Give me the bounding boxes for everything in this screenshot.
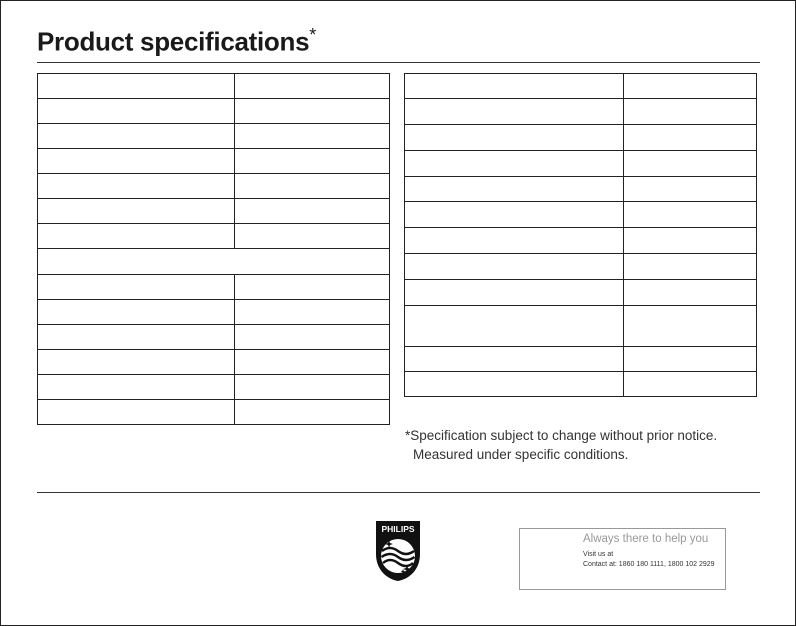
table-row <box>405 372 757 397</box>
table-row <box>38 350 390 375</box>
spec-table-right <box>404 73 757 397</box>
table-row <box>405 177 757 202</box>
table-row <box>38 275 390 300</box>
spec-label-cell <box>38 325 235 350</box>
philips-shield-logo <box>373 518 423 583</box>
spec-label-cell <box>38 350 235 375</box>
table-row <box>38 400 390 425</box>
customer-help-box <box>519 528 726 590</box>
spec-label-cell <box>405 202 624 228</box>
table-row <box>38 124 390 149</box>
table-row <box>38 99 390 124</box>
spec-label-cell <box>405 99 624 125</box>
table-row <box>405 99 757 125</box>
spec-value-cell <box>624 125 757 151</box>
title-text: Product specifications <box>37 26 310 57</box>
table-row <box>405 151 757 177</box>
spec-value-cell <box>624 306 757 347</box>
spec-label-cell <box>405 125 624 151</box>
spec-value-cell <box>235 375 390 400</box>
help-box-title: Always there to help you <box>583 533 709 545</box>
table-row <box>38 74 390 99</box>
spec-label-cell <box>405 306 624 347</box>
spec-label-cell <box>38 224 235 249</box>
spec-value-cell <box>235 99 390 124</box>
table-row <box>38 199 390 224</box>
spec-label-cell <box>405 151 624 177</box>
spec-label-cell <box>38 74 235 99</box>
spec-value-cell <box>624 347 757 372</box>
svg-text:PHILIPS: PHILIPS <box>381 524 415 534</box>
spec-value-cell <box>235 300 390 325</box>
table-row <box>405 306 757 347</box>
help-visit-label: Visit us at <box>583 551 614 558</box>
spec-value-cell <box>624 177 757 202</box>
spec-value-cell <box>235 325 390 350</box>
spec-label-cell <box>38 375 235 400</box>
help-contact-numbers: Contact at: 1860 180 1111, 1800 102 2929 <box>583 561 715 568</box>
spec-label-cell <box>38 400 235 425</box>
spec-value-cell <box>624 280 757 306</box>
footnote-line-2: Measured under specific conditions. <box>413 447 629 462</box>
table-row <box>38 149 390 174</box>
spec-value-cell <box>235 74 390 99</box>
table-row <box>405 74 757 99</box>
spec-label-cell <box>405 372 624 397</box>
spec-label-cell <box>405 280 624 306</box>
spec-table-left <box>37 73 390 425</box>
spec-label-cell <box>38 99 235 124</box>
page-title <box>37 25 316 58</box>
table-row <box>38 325 390 350</box>
spec-label-cell <box>405 74 624 99</box>
spec-value-cell <box>624 372 757 397</box>
spec-value-cell <box>235 400 390 425</box>
table-row <box>405 347 757 372</box>
spec-label-cell <box>38 275 235 300</box>
spec-value-cell <box>235 350 390 375</box>
spec-value-cell <box>624 254 757 280</box>
spec-value-cell <box>235 149 390 174</box>
table-row <box>38 300 390 325</box>
spec-value-cell <box>235 224 390 249</box>
bottom-divider <box>37 492 760 493</box>
spec-value-cell <box>624 151 757 177</box>
table-section-row <box>38 249 390 275</box>
table-row <box>405 280 757 306</box>
spec-label-cell <box>38 174 235 199</box>
spec-footnote <box>405 426 717 464</box>
spec-label-cell <box>38 124 235 149</box>
title-asterisk: * <box>309 25 316 45</box>
table-row <box>405 125 757 151</box>
top-divider <box>37 62 760 63</box>
spec-label-cell <box>38 149 235 174</box>
spec-value-cell <box>624 74 757 99</box>
spec-label-cell <box>405 347 624 372</box>
spec-value-cell <box>624 99 757 125</box>
table-row <box>405 254 757 280</box>
spec-value-cell <box>235 124 390 149</box>
spec-value-cell <box>624 202 757 228</box>
spec-value-cell <box>624 228 757 254</box>
spec-label-cell <box>405 177 624 202</box>
spec-label-cell <box>38 300 235 325</box>
table-row <box>38 224 390 249</box>
spec-label-cell <box>38 199 235 224</box>
footnote-line-1: *Specification subject to change without prior notice. <box>405 428 718 443</box>
table-row <box>38 174 390 199</box>
table-row <box>405 202 757 228</box>
table-row <box>38 375 390 400</box>
spec-value-cell <box>235 174 390 199</box>
spec-value-cell <box>235 199 390 224</box>
spec-value-cell <box>235 275 390 300</box>
spec-label-cell <box>405 254 624 280</box>
table-row <box>405 228 757 254</box>
spec-label-cell <box>405 228 624 254</box>
spec-section-cell <box>38 249 390 275</box>
